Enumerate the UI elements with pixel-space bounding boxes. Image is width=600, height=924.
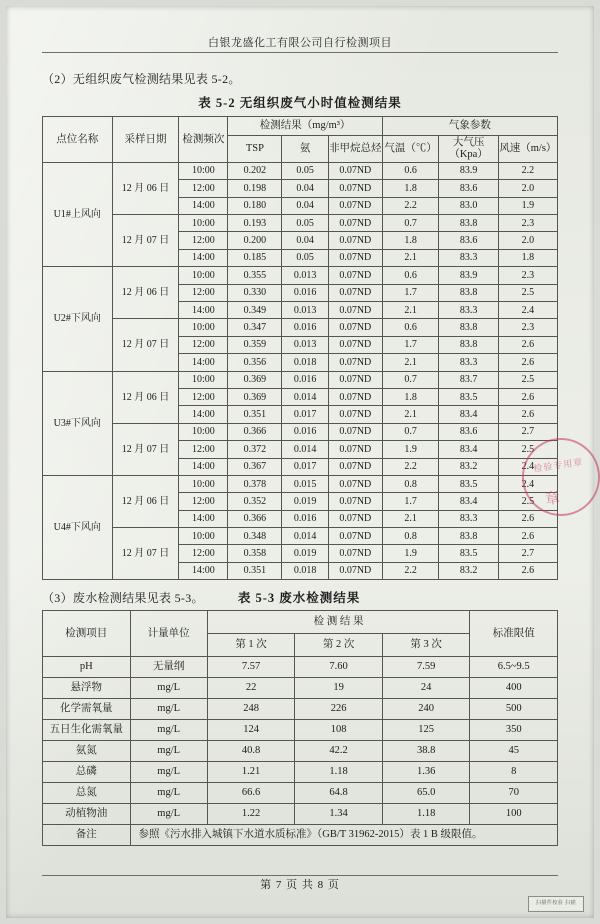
cell-nmhc: 0.07ND (328, 458, 382, 475)
cell-wind-speed: 1.9 (498, 197, 557, 214)
cell-unit: mg/L (130, 699, 207, 720)
cell-pressure: 83.8 (439, 215, 498, 232)
cell-nmhc: 0.07ND (328, 441, 382, 458)
table-row (43, 783, 558, 804)
cell-wind-speed: 2.6 (498, 388, 557, 405)
cell-tsp: 0.369 (228, 388, 282, 405)
cell-frequency: 12:00 (179, 284, 228, 301)
cell-ammonia: 0.04 (282, 232, 328, 249)
cell-ammonia: 0.016 (282, 371, 328, 388)
cell-ammonia: 0.019 (282, 493, 328, 510)
cell-nmhc: 0.07ND (328, 215, 382, 232)
cell-wind-speed: 2.3 (498, 319, 557, 336)
cell-sample-date: 12 月 07 日 (112, 215, 179, 267)
th-result-2: 第 2 次 (295, 634, 383, 657)
cell-tsp: 0.366 (228, 510, 282, 527)
th-unit: 计量单位 (130, 611, 207, 657)
cell-ammonia: 0.014 (282, 528, 328, 545)
cell-wind-speed: 2.6 (498, 562, 557, 579)
cell-pressure: 83.0 (439, 197, 498, 214)
cell-result-1: 1.21 (207, 762, 295, 783)
cell-point-name: U4#下风向 (43, 475, 113, 579)
table-row (43, 741, 558, 762)
cell-frequency: 14:00 (179, 249, 228, 266)
cell-tsp: 0.200 (228, 232, 282, 249)
cell-frequency: 10:00 (179, 162, 228, 179)
cell-limit: 70 (470, 783, 558, 804)
cell-temperature: 2.1 (382, 510, 439, 527)
cell-temperature: 0.7 (382, 215, 439, 232)
cell-limit: 500 (470, 699, 558, 720)
cell-temperature: 1.7 (382, 493, 439, 510)
cell-tsp: 0.180 (228, 197, 282, 214)
cell-nmhc: 0.07ND (328, 336, 382, 353)
cell-item: 总磷 (43, 762, 131, 783)
cell-ammonia: 0.016 (282, 510, 328, 527)
cell-result-1: 66.6 (207, 783, 295, 804)
cell-frequency: 10:00 (179, 528, 228, 545)
cell-note-text: 参照《污水排入城镇下水道水质标准》（GB/T 31962-2015）表 1 B 级限值。 (130, 825, 557, 846)
table-5-3-caption: 表 5-3 废水检测结果 (237, 591, 361, 606)
cell-wind-speed: 2.5 (498, 371, 557, 388)
cell-pressure: 83.3 (439, 510, 498, 527)
cell-nmhc: 0.07ND (328, 545, 382, 562)
cell-tsp: 0.198 (228, 180, 282, 197)
cell-tsp: 0.372 (228, 441, 282, 458)
cell-wind-speed: 2.6 (498, 336, 557, 353)
cell-pressure: 83.6 (439, 423, 498, 440)
th-temperature: 气温（℃） (382, 136, 439, 163)
cell-item: 化学需氧量 (43, 699, 131, 720)
cell-nmhc: 0.07ND (328, 319, 382, 336)
cell-nmhc: 0.07ND (328, 388, 382, 405)
cell-tsp: 0.193 (228, 215, 282, 232)
cell-result-2: 1.34 (295, 804, 383, 825)
cell-sample-date: 12 月 07 日 (112, 528, 179, 580)
cell-result-1: 22 (207, 678, 295, 699)
cell-wind-speed: 2.2 (498, 162, 557, 179)
cell-ammonia: 0.05 (282, 162, 328, 179)
cell-result-2: 7.60 (295, 657, 383, 678)
table-5-2-caption: 表 5-2 无组织废气小时值检测结果 (198, 96, 402, 110)
cell-limit: 100 (470, 804, 558, 825)
cell-item: 五日生化需氧量 (43, 720, 131, 741)
cell-temperature: 1.9 (382, 441, 439, 458)
cell-nmhc: 0.07ND (328, 562, 382, 579)
cell-sample-date: 12 月 07 日 (112, 423, 179, 475)
table-5-2-body (43, 162, 558, 579)
header-divider (42, 52, 558, 53)
cell-temperature: 0.6 (382, 267, 439, 284)
cell-temperature: 0.8 (382, 475, 439, 492)
table-row (43, 678, 558, 699)
table-row (43, 475, 558, 492)
cell-pressure: 83.4 (439, 406, 498, 423)
cell-unit: mg/L (130, 762, 207, 783)
th-result-group: 检测结果（mg/m³） (228, 117, 382, 136)
cell-result-3: 1.18 (382, 804, 470, 825)
cell-frequency: 12:00 (179, 545, 228, 562)
cell-result-1: 7.57 (207, 657, 295, 678)
cell-nmhc: 0.07ND (328, 406, 382, 423)
cell-ammonia: 0.05 (282, 215, 328, 232)
cell-temperature: 2.1 (382, 406, 439, 423)
th-nmhc: 非甲烷总烃 (328, 136, 382, 163)
table-row (43, 699, 558, 720)
cell-nmhc: 0.07ND (328, 180, 382, 197)
cell-nmhc: 0.07ND (328, 302, 382, 319)
cell-ammonia: 0.013 (282, 302, 328, 319)
cell-result-3: 65.0 (382, 783, 470, 804)
cell-unit: mg/L (130, 678, 207, 699)
cell-unit: mg/L (130, 720, 207, 741)
cell-tsp: 0.347 (228, 319, 282, 336)
cell-frequency: 14:00 (179, 510, 228, 527)
table-row (43, 762, 558, 783)
cell-nmhc: 0.07ND (328, 267, 382, 284)
cell-pressure: 83.9 (439, 267, 498, 284)
section-3-paragraph: （3）废水检测结果见表 5-3。 (42, 591, 204, 606)
cell-result-1: 124 (207, 720, 295, 741)
cell-ammonia: 0.018 (282, 354, 328, 371)
cell-wind-speed: 2.3 (498, 267, 557, 284)
cell-temperature: 1.8 (382, 388, 439, 405)
cell-pressure: 83.8 (439, 284, 498, 301)
cell-unit: mg/L (130, 783, 207, 804)
page-content (42, 64, 558, 846)
cell-wind-speed: 2.7 (498, 545, 557, 562)
cell-nmhc: 0.07ND (328, 510, 382, 527)
th-item: 检测项目 (43, 611, 131, 657)
cell-frequency: 14:00 (179, 354, 228, 371)
cell-note-label: 备注 (43, 825, 131, 846)
cell-frequency: 14:00 (179, 197, 228, 214)
cell-nmhc: 0.07ND (328, 493, 382, 510)
cell-temperature: 0.7 (382, 423, 439, 440)
cell-temperature: 2.1 (382, 249, 439, 266)
cell-frequency: 10:00 (179, 475, 228, 492)
cell-temperature: 1.9 (382, 545, 439, 562)
cell-result-1: 40.8 (207, 741, 295, 762)
cell-result-3: 7.59 (382, 657, 470, 678)
table-note-row (43, 825, 558, 846)
cell-item: pH (43, 657, 131, 678)
th-limit: 标准限值 (470, 611, 558, 657)
cell-nmhc: 0.07ND (328, 475, 382, 492)
cell-tsp: 0.348 (228, 528, 282, 545)
cell-temperature: 2.2 (382, 458, 439, 475)
cell-item: 动植物油 (43, 804, 131, 825)
cell-tsp: 0.367 (228, 458, 282, 475)
cell-ammonia: 0.019 (282, 545, 328, 562)
cell-frequency: 10:00 (179, 319, 228, 336)
th-weather-group: 气象参数 (382, 117, 557, 136)
table-row (43, 657, 558, 678)
cell-wind-speed: 2.5 (498, 493, 557, 510)
cell-pressure: 83.4 (439, 493, 498, 510)
th-pressure: 大气压（Kpa） (439, 136, 498, 163)
document-page (6, 6, 594, 918)
cell-nmhc: 0.07ND (328, 528, 382, 545)
cell-tsp: 0.358 (228, 545, 282, 562)
cell-pressure: 83.2 (439, 562, 498, 579)
cell-ammonia: 0.016 (282, 319, 328, 336)
table-row (43, 720, 558, 741)
cell-pressure: 83.5 (439, 545, 498, 562)
cell-pressure: 83.3 (439, 302, 498, 319)
cell-result-1: 1.22 (207, 804, 295, 825)
cell-temperature: 2.2 (382, 562, 439, 579)
cell-wind-speed: 2.0 (498, 180, 557, 197)
cell-nmhc: 0.07ND (328, 249, 382, 266)
cell-frequency: 12:00 (179, 180, 228, 197)
cell-ammonia: 0.017 (282, 458, 328, 475)
cell-frequency: 14:00 (179, 562, 228, 579)
cell-tsp: 0.351 (228, 562, 282, 579)
cell-pressure: 83.6 (439, 180, 498, 197)
cell-point-name: U1#上风向 (43, 162, 113, 266)
cell-pressure: 83.3 (439, 249, 498, 266)
cell-wind-speed: 2.6 (498, 510, 557, 527)
cell-tsp: 0.356 (228, 354, 282, 371)
cell-sample-date: 12 月 06 日 (112, 371, 179, 423)
cell-result-2: 42.2 (295, 741, 383, 762)
cell-tsp: 0.369 (228, 371, 282, 388)
cell-pressure: 83.3 (439, 354, 498, 371)
cell-frequency: 14:00 (179, 302, 228, 319)
cell-tsp: 0.349 (228, 302, 282, 319)
table-5-3-body (43, 657, 558, 846)
th-results-group: 检 测 结 果 (207, 611, 470, 634)
cell-nmhc: 0.07ND (328, 284, 382, 301)
cell-wind-speed: 2.4 (498, 475, 557, 492)
cell-result-2: 1.18 (295, 762, 383, 783)
cell-sample-date: 12 月 07 日 (112, 319, 179, 371)
cell-pressure: 83.8 (439, 528, 498, 545)
cell-pressure: 83.9 (439, 162, 498, 179)
cell-frequency: 12:00 (179, 493, 228, 510)
cell-result-3: 38.8 (382, 741, 470, 762)
table-row (43, 528, 558, 545)
cell-pressure: 83.2 (439, 458, 498, 475)
cell-sample-date: 12 月 06 日 (112, 267, 179, 319)
cell-temperature: 1.8 (382, 180, 439, 197)
cell-limit: 6.5~9.5 (470, 657, 558, 678)
cell-nmhc: 0.07ND (328, 354, 382, 371)
cell-limit: 8 (470, 762, 558, 783)
th-wind-speed: 风速（m/s） (498, 136, 557, 163)
cell-frequency: 10:00 (179, 215, 228, 232)
cell-nmhc: 0.07ND (328, 371, 382, 388)
th-date: 采样日期 (112, 117, 179, 163)
cell-tsp: 0.351 (228, 406, 282, 423)
cell-sample-date: 12 月 06 日 (112, 162, 179, 214)
cell-pressure: 83.8 (439, 319, 498, 336)
cell-tsp: 0.359 (228, 336, 282, 353)
cell-unit: mg/L (130, 741, 207, 762)
cell-item: 氨氮 (43, 741, 131, 762)
table-5-3 (42, 610, 558, 846)
cell-point-name: U2#下风向 (43, 267, 113, 371)
cell-wind-speed: 2.5 (498, 284, 557, 301)
cell-frequency: 12:00 (179, 441, 228, 458)
cell-limit: 45 (470, 741, 558, 762)
cell-result-1: 248 (207, 699, 295, 720)
cell-temperature: 1.8 (382, 232, 439, 249)
th-tsp: TSP (228, 136, 282, 163)
cell-unit: mg/L (130, 804, 207, 825)
cell-temperature: 0.8 (382, 528, 439, 545)
cell-result-3: 1.36 (382, 762, 470, 783)
cell-wind-speed: 2.4 (498, 302, 557, 319)
stamp-text: 检验专用章 (532, 456, 584, 474)
cell-ammonia: 0.014 (282, 441, 328, 458)
cell-temperature: 0.7 (382, 371, 439, 388)
table-row (43, 267, 558, 284)
cell-tsp: 0.366 (228, 423, 282, 440)
page-header-title: 白银龙盛化工有限公司自行检测项目 (208, 37, 392, 49)
cell-pressure: 83.5 (439, 475, 498, 492)
table-5-3-header-row-1 (43, 611, 558, 634)
cell-pressure: 83.6 (439, 232, 498, 249)
stamp-character: 章 (543, 490, 562, 509)
cell-result-2: 19 (295, 678, 383, 699)
cell-result-2: 64.8 (295, 783, 383, 804)
cell-result-2: 108 (295, 720, 383, 741)
cell-ammonia: 0.017 (282, 406, 328, 423)
cell-result-3: 240 (382, 699, 470, 720)
cell-ammonia: 0.016 (282, 423, 328, 440)
th-point: 点位名称 (43, 117, 113, 163)
cell-frequency: 14:00 (179, 406, 228, 423)
cell-ammonia: 0.015 (282, 475, 328, 492)
cell-wind-speed: 2.7 (498, 423, 557, 440)
cell-limit: 400 (470, 678, 558, 699)
cell-temperature: 0.6 (382, 162, 439, 179)
cell-wind-speed: 2.6 (498, 528, 557, 545)
cell-ammonia: 0.013 (282, 267, 328, 284)
cell-tsp: 0.378 (228, 475, 282, 492)
cell-result-3: 24 (382, 678, 470, 699)
cell-frequency: 10:00 (179, 371, 228, 388)
table-row (43, 215, 558, 232)
cell-frequency: 12:00 (179, 336, 228, 353)
cell-pressure: 83.7 (439, 371, 498, 388)
cell-wind-speed: 2.6 (498, 406, 557, 423)
table-row (43, 371, 558, 388)
cell-unit: 无量纲 (130, 657, 207, 678)
cell-tsp: 0.330 (228, 284, 282, 301)
cell-ammonia: 0.016 (282, 284, 328, 301)
cell-limit: 350 (470, 720, 558, 741)
cell-temperature: 2.1 (382, 354, 439, 371)
cell-frequency: 10:00 (179, 267, 228, 284)
cell-sample-date: 12 月 06 日 (112, 475, 179, 527)
scan-corner-mark: 扫描件校验 扫描 (528, 896, 584, 912)
cell-nmhc: 0.07ND (328, 197, 382, 214)
cell-frequency: 12:00 (179, 232, 228, 249)
th-ammonia: 氨 (282, 136, 328, 163)
table-5-2-header-row-1 (43, 117, 558, 136)
cell-wind-speed: 2.5 (498, 441, 557, 458)
cell-temperature: 1.7 (382, 336, 439, 353)
cell-temperature: 0.6 (382, 319, 439, 336)
table-row (43, 319, 558, 336)
cell-wind-speed: 2.0 (498, 232, 557, 249)
cell-temperature: 2.2 (382, 197, 439, 214)
cell-wind-speed: 1.8 (498, 249, 557, 266)
cell-tsp: 0.185 (228, 249, 282, 266)
cell-pressure: 83.5 (439, 388, 498, 405)
cell-frequency: 14:00 (179, 458, 228, 475)
table-row (43, 804, 558, 825)
section-2-paragraph: （2）无组织废气检测结果见表 5-2。 (42, 72, 241, 86)
table-5-2 (42, 116, 558, 580)
cell-item: 总氮 (43, 783, 131, 804)
cell-point-name: U3#下风向 (43, 371, 113, 475)
cell-tsp: 0.202 (228, 162, 282, 179)
cell-nmhc: 0.07ND (328, 423, 382, 440)
cell-nmhc: 0.07ND (328, 232, 382, 249)
page-footer: 第 7 页 共 8 页 (260, 879, 340, 891)
th-frequency: 检测频次 (179, 117, 228, 163)
th-result-3: 第 3 次 (382, 634, 470, 657)
cell-tsp: 0.355 (228, 267, 282, 284)
cell-result-3: 125 (382, 720, 470, 741)
cell-result-2: 226 (295, 699, 383, 720)
cell-frequency: 10:00 (179, 423, 228, 440)
th-result-1: 第 1 次 (207, 634, 295, 657)
table-row (43, 423, 558, 440)
cell-wind-speed: 2.4 (498, 458, 557, 475)
cell-tsp: 0.352 (228, 493, 282, 510)
cell-ammonia: 0.05 (282, 249, 328, 266)
cell-ammonia: 0.04 (282, 180, 328, 197)
cell-item: 悬浮物 (43, 678, 131, 699)
cell-frequency: 12:00 (179, 388, 228, 405)
section-3-heading-row (42, 588, 558, 606)
cell-pressure: 83.8 (439, 336, 498, 353)
cell-ammonia: 0.04 (282, 197, 328, 214)
table-row (43, 162, 558, 179)
cell-ammonia: 0.018 (282, 562, 328, 579)
cell-temperature: 1.7 (382, 284, 439, 301)
cell-ammonia: 0.013 (282, 336, 328, 353)
cell-nmhc: 0.07ND (328, 162, 382, 179)
cell-ammonia: 0.014 (282, 388, 328, 405)
cell-temperature: 2.1 (382, 302, 439, 319)
cell-wind-speed: 2.3 (498, 215, 557, 232)
cell-pressure: 83.4 (439, 441, 498, 458)
cell-wind-speed: 2.6 (498, 354, 557, 371)
